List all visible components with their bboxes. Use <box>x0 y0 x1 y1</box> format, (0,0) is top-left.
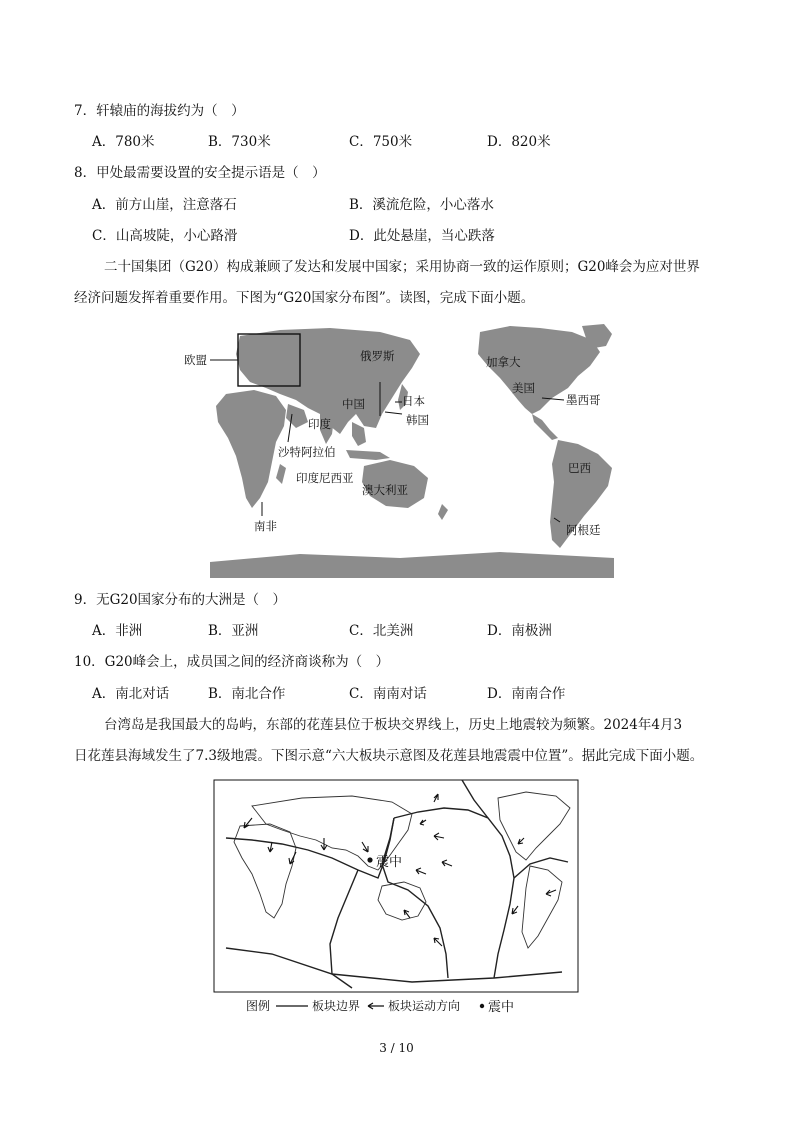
label-canada: 加拿大 <box>486 355 521 369</box>
q8-option-c: C．山高坡陡，小心路滑 <box>92 228 238 244</box>
g20-passage-line-2: 经济问题发挥着重要作用。下图为“G20国家分布图”。读图，完成下面小题。 <box>74 290 535 306</box>
label-south-africa: 南非 <box>254 519 277 533</box>
taiwan-passage-line-2: 日花莲县海域发生了7.3级地震。下图示意“六大板块示意图及花莲县地震震中位置”。据此完成下面小题。 <box>74 748 704 764</box>
epicenter-label: 震中 <box>376 855 403 870</box>
label-australia: 澳大利亚 <box>362 483 408 497</box>
plate-tectonics-map <box>212 778 580 1018</box>
q7-option-b: B．730米 <box>208 134 271 150</box>
question-8-stem: 8．甲处最需要设置的安全提示语是（ ） <box>74 165 326 181</box>
label-brazil: 巴西 <box>568 461 591 475</box>
legend-boundary-label: 板块边界 <box>312 999 361 1013</box>
q9-option-d: D．南极洲 <box>487 623 552 639</box>
label-saudi-arabia: 沙特阿拉伯 <box>278 445 336 459</box>
question-7-stem: 7．轩辕庙的海拔约为（ ） <box>74 103 245 119</box>
label-indonesia: 印度尼西亚 <box>296 471 354 485</box>
plate-map-legend <box>246 998 514 1015</box>
q8-option-b: B．溪流危险，小心落水 <box>349 197 494 213</box>
g20-distribution-map <box>180 318 620 580</box>
label-india: 印度 <box>308 417 331 431</box>
epicenter-dot <box>367 857 372 862</box>
q10-option-d: D．南南合作 <box>487 686 566 702</box>
label-mexico: 墨西哥 <box>566 393 601 407</box>
label-korea: 韩国 <box>406 413 429 427</box>
label-russia: 俄罗斯 <box>360 349 395 363</box>
legend-direction-label: 板块运动方向 <box>388 999 461 1013</box>
label-argentina: 阿根廷 <box>566 523 601 537</box>
question-9-stem: 9．无G20国家分布的大洲是（ ） <box>74 592 287 608</box>
legend-epicenter-label: 震中 <box>488 1000 515 1015</box>
g20-passage-line-1: 二十国集团（G20）构成兼顾了发达和发展中国家；采用协商一致的运作原则；G20峰会为应对世界 <box>104 259 700 275</box>
q10-option-c: C．南南对话 <box>349 686 427 702</box>
q9-option-a: A．非洲 <box>92 623 143 639</box>
q8-option-a: A．前方山崖，注意落石 <box>92 197 237 213</box>
question-10-stem: 10．G20峰会上，成员国之间的经济商谈称为（ ） <box>74 654 390 670</box>
legend-epicenter-dot <box>480 1004 484 1008</box>
q9-option-c: C．北美洲 <box>349 623 414 639</box>
q9-option-b: B．亚洲 <box>208 623 259 639</box>
label-china: 中国 <box>342 397 365 411</box>
legend-title: 图例 <box>246 999 271 1013</box>
label-usa: 美国 <box>512 381 535 395</box>
q10-option-b: B．南北合作 <box>208 686 286 702</box>
q7-option-c: C．750米 <box>349 134 413 150</box>
q7-option-d: D．820米 <box>487 134 551 150</box>
q10-option-a: A．南北对话 <box>92 686 170 702</box>
legend-arrow-icon <box>368 1003 384 1009</box>
q8-option-d: D．此处悬崖，当心跌落 <box>349 228 495 244</box>
label-japan: 日本 <box>402 394 425 408</box>
label-eu: 欧盟 <box>184 353 207 367</box>
taiwan-passage-line-1: 台湾岛是我国最大的岛屿，东部的花莲县位于板块交界线上，历史上地震较为频繁。2024年4月3 <box>104 717 683 733</box>
page-number: 3 / 10 <box>379 1041 414 1055</box>
q7-option-a: A．780米 <box>92 134 155 150</box>
